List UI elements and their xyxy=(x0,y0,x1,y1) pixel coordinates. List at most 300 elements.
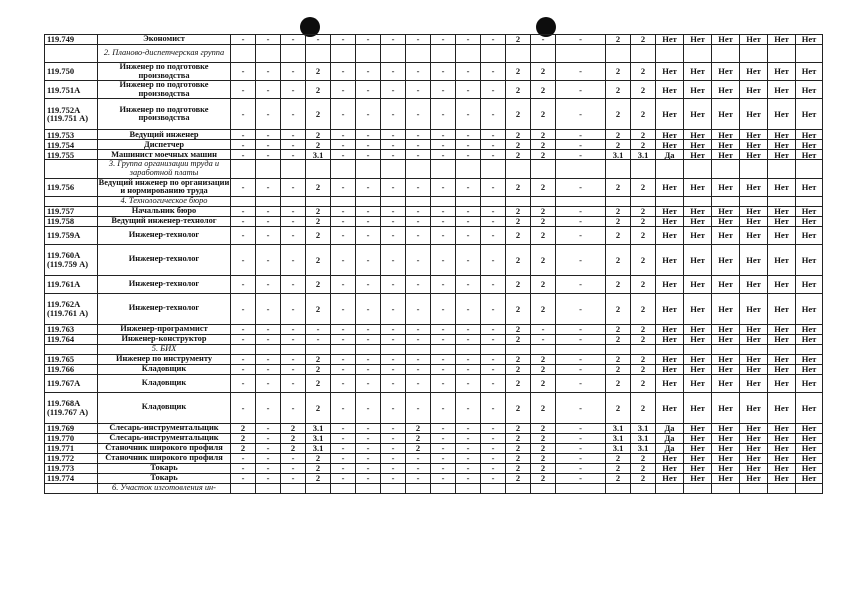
factor-value-cell: Нет xyxy=(656,140,684,150)
factor-value-cell: Нет xyxy=(656,81,684,99)
factor-value-cell: - xyxy=(331,206,356,216)
factor-value-cell: - xyxy=(406,324,431,334)
section-title-cell: 4. Технологическое бюро xyxy=(98,196,231,206)
workplace-code-cell: 119.751А xyxy=(45,81,98,99)
section-title-cell: 3. Группа организации труда и заработной платы xyxy=(98,160,231,178)
factor-value-cell: - xyxy=(281,130,306,140)
factor-value-cell: - xyxy=(231,178,256,196)
factor-value-cell xyxy=(456,483,481,493)
factor-value-cell: - xyxy=(381,293,406,324)
factor-value-cell xyxy=(281,483,306,493)
factor-value-cell: 2 xyxy=(531,81,556,99)
factor-value-cell: - xyxy=(331,275,356,293)
table-row xyxy=(45,293,823,324)
factor-value-cell: 2 xyxy=(506,392,531,423)
factor-value-cell: 2 xyxy=(506,443,531,453)
table-row xyxy=(45,324,823,334)
factor-value-cell: 2 xyxy=(606,99,631,130)
factor-value-cell: 2 xyxy=(281,423,306,433)
factor-value-cell: Да xyxy=(656,423,684,433)
factor-value-cell: 2 xyxy=(606,354,631,364)
factor-value-cell: - xyxy=(331,178,356,196)
factor-value-cell: - xyxy=(556,63,606,81)
factor-value-cell xyxy=(606,196,631,206)
factor-value-cell: - xyxy=(356,324,381,334)
factor-value-cell: 2 xyxy=(606,364,631,374)
factor-value-cell: 2 xyxy=(306,364,331,374)
factor-value-cell: 2 xyxy=(306,140,331,150)
factor-value-cell: - xyxy=(256,206,281,216)
factor-value-cell: Нет xyxy=(656,293,684,324)
factor-value-cell: - xyxy=(481,150,506,160)
factor-value-cell: Нет xyxy=(712,473,740,483)
factor-value-cell: Нет xyxy=(796,364,823,374)
factor-value-cell: Нет xyxy=(768,324,796,334)
factor-value-cell xyxy=(231,45,256,63)
factor-value-cell: - xyxy=(381,99,406,130)
section-row xyxy=(45,160,823,178)
table-row xyxy=(45,81,823,99)
factor-value-cell: 2 xyxy=(606,63,631,81)
factor-value-cell: 3.1 xyxy=(306,443,331,453)
factor-value-cell: - xyxy=(356,293,381,324)
factor-value-cell: - xyxy=(406,374,431,392)
factor-value-cell: - xyxy=(256,150,281,160)
factor-value-cell xyxy=(506,196,531,206)
factor-value-cell: - xyxy=(331,473,356,483)
factor-value-cell xyxy=(331,344,356,354)
factor-value-cell: - xyxy=(431,433,456,443)
factor-value-cell xyxy=(381,344,406,354)
factor-value-cell xyxy=(740,196,768,206)
factor-value-cell: - xyxy=(406,206,431,216)
factor-value-cell: Нет xyxy=(740,178,768,196)
factor-value-cell: Нет xyxy=(740,324,768,334)
factor-value-cell: 2 xyxy=(281,443,306,453)
workplace-code-cell: 119.752А (119.751 А) xyxy=(45,99,98,130)
factor-value-cell: 2 xyxy=(606,130,631,140)
factor-value-cell: 2 xyxy=(231,423,256,433)
factor-value-cell: Нет xyxy=(712,433,740,443)
factor-value-cell: - xyxy=(281,293,306,324)
factor-value-cell: - xyxy=(431,463,456,473)
factor-value-cell: - xyxy=(356,99,381,130)
factor-value-cell: 2 xyxy=(531,140,556,150)
factor-value-cell: - xyxy=(331,216,356,226)
factor-value-cell xyxy=(306,160,331,178)
factor-value-cell xyxy=(281,160,306,178)
factor-value-cell: 3.1 xyxy=(606,150,631,160)
factor-value-cell: - xyxy=(356,433,381,443)
factor-value-cell xyxy=(712,160,740,178)
factor-value-cell: 2 xyxy=(506,178,531,196)
factor-value-cell xyxy=(606,160,631,178)
factor-value-cell: Нет xyxy=(796,324,823,334)
factor-value-cell xyxy=(684,45,712,63)
factor-value-cell: - xyxy=(256,423,281,433)
table-row xyxy=(45,392,823,423)
factor-value-cell: - xyxy=(281,35,306,45)
factor-value-cell: - xyxy=(356,354,381,364)
factor-value-cell: - xyxy=(331,463,356,473)
position-name-cell: Машинист моечных машин xyxy=(98,150,231,160)
factor-value-cell: 2 xyxy=(531,463,556,473)
table-row xyxy=(45,99,823,130)
position-name-cell: Инженер по подготовке производства xyxy=(98,99,231,130)
factor-value-cell: 2 xyxy=(631,35,656,45)
factor-value-cell: - xyxy=(256,275,281,293)
factor-value-cell: - xyxy=(431,140,456,150)
workplace-code-cell: 119.763 xyxy=(45,324,98,334)
factor-value-cell: 2 xyxy=(531,63,556,81)
factor-value-cell xyxy=(656,196,684,206)
factor-value-cell: Нет xyxy=(740,275,768,293)
factor-value-cell: Нет xyxy=(796,293,823,324)
factor-value-cell: - xyxy=(456,244,481,275)
factor-value-cell xyxy=(231,483,256,493)
workplace-code-cell: 119.768А (119.767 А) xyxy=(45,392,98,423)
factor-value-cell: Нет xyxy=(656,99,684,130)
factor-value-cell: - xyxy=(406,392,431,423)
workplace-code-cell: 119.767А xyxy=(45,374,98,392)
factor-value-cell: Нет xyxy=(768,433,796,443)
factor-value-cell: - xyxy=(431,293,456,324)
workplace-code-cell xyxy=(45,160,98,178)
factor-value-cell: - xyxy=(456,35,481,45)
factor-value-cell xyxy=(281,344,306,354)
factor-value-cell: - xyxy=(256,374,281,392)
factor-value-cell xyxy=(356,344,381,354)
factor-value-cell: - xyxy=(356,463,381,473)
factor-value-cell: - xyxy=(381,206,406,216)
factor-value-cell xyxy=(256,483,281,493)
workplace-code-cell: 119.765 xyxy=(45,354,98,364)
factor-value-cell: - xyxy=(481,226,506,244)
factor-value-cell xyxy=(606,45,631,63)
factor-value-cell: - xyxy=(381,244,406,275)
factor-value-cell: - xyxy=(256,244,281,275)
factor-value-cell: Нет xyxy=(684,226,712,244)
factor-value-cell: Нет xyxy=(796,443,823,453)
position-name-cell: Токарь xyxy=(98,473,231,483)
factor-value-cell: Нет xyxy=(768,99,796,130)
factor-value-cell: Нет xyxy=(740,244,768,275)
factor-value-cell xyxy=(256,196,281,206)
factor-value-cell: Нет xyxy=(712,140,740,150)
factor-value-cell: Нет xyxy=(712,63,740,81)
factor-value-cell: - xyxy=(406,150,431,160)
factor-value-cell: - xyxy=(256,433,281,443)
factor-value-cell: - xyxy=(256,463,281,473)
factor-value-cell: Нет xyxy=(740,150,768,160)
factor-value-cell: 2 xyxy=(306,453,331,463)
factor-value-cell: Нет xyxy=(768,423,796,433)
factor-value-cell: - xyxy=(431,130,456,140)
section-title-cell: 5. БИХ xyxy=(98,344,231,354)
factor-value-cell xyxy=(256,344,281,354)
factor-value-cell: - xyxy=(256,324,281,334)
factor-value-cell: - xyxy=(331,423,356,433)
factor-value-cell xyxy=(356,160,381,178)
factor-value-cell: Нет xyxy=(768,140,796,150)
factor-value-cell: - xyxy=(256,364,281,374)
factor-value-cell: Нет xyxy=(740,392,768,423)
factor-value-cell xyxy=(481,196,506,206)
factor-value-cell xyxy=(768,160,796,178)
factor-value-cell: - xyxy=(481,324,506,334)
factor-value-cell: - xyxy=(431,334,456,344)
factor-value-cell: Нет xyxy=(740,374,768,392)
factor-value-cell: 2 xyxy=(606,81,631,99)
factor-value-cell: - xyxy=(356,206,381,216)
factor-value-cell: - xyxy=(406,463,431,473)
table-row xyxy=(45,244,823,275)
factor-value-cell: 3.1 xyxy=(631,443,656,453)
factor-value-cell: 2 xyxy=(606,216,631,226)
factor-value-cell: 2 xyxy=(531,374,556,392)
factor-value-cell: - xyxy=(256,63,281,81)
factor-value-cell: 2 xyxy=(631,453,656,463)
factor-value-cell: - xyxy=(431,206,456,216)
factor-value-cell: - xyxy=(231,473,256,483)
factor-value-cell: 2 xyxy=(506,374,531,392)
factor-value-cell: - xyxy=(431,275,456,293)
factor-value-cell xyxy=(381,160,406,178)
workplace-code-cell: 119.756 xyxy=(45,178,98,196)
factor-value-cell: Нет xyxy=(796,463,823,473)
factor-value-cell: - xyxy=(231,392,256,423)
factor-value-cell: - xyxy=(281,244,306,275)
factor-value-cell: Нет xyxy=(684,324,712,334)
table-row xyxy=(45,334,823,344)
factor-value-cell: - xyxy=(256,392,281,423)
factor-value-cell: - xyxy=(381,275,406,293)
factor-value-cell: - xyxy=(406,140,431,150)
factor-value-cell: - xyxy=(431,35,456,45)
factor-value-cell: - xyxy=(531,35,556,45)
factor-value-cell: Нет xyxy=(740,423,768,433)
position-name-cell: Станочник широкого профиля xyxy=(98,453,231,463)
factor-value-cell: 2 xyxy=(631,206,656,216)
position-name-cell: Ведущий инженер xyxy=(98,130,231,140)
factor-value-cell: 2 xyxy=(631,324,656,334)
factor-value-cell: Нет xyxy=(740,81,768,99)
factor-value-cell: Нет xyxy=(712,226,740,244)
factor-value-cell: 2 xyxy=(306,392,331,423)
factor-value-cell: 2 xyxy=(531,354,556,364)
factor-value-cell: - xyxy=(556,443,606,453)
factor-value-cell: Да xyxy=(656,433,684,443)
factor-value-cell: 2 xyxy=(506,433,531,443)
factor-value-cell xyxy=(306,344,331,354)
factor-value-cell: - xyxy=(456,275,481,293)
factor-value-cell: - xyxy=(331,63,356,81)
factor-value-cell: - xyxy=(331,293,356,324)
factor-value-cell: Нет xyxy=(768,463,796,473)
factor-value-cell: Нет xyxy=(684,423,712,433)
position-name-cell: Станочник широкого профиля xyxy=(98,443,231,453)
factor-value-cell: - xyxy=(481,443,506,453)
factor-value-cell xyxy=(740,483,768,493)
factor-value-cell: 2 xyxy=(531,473,556,483)
factor-value-cell: Нет xyxy=(712,334,740,344)
factor-value-cell: - xyxy=(231,226,256,244)
factor-value-cell: Нет xyxy=(740,216,768,226)
factor-value-cell: 2 xyxy=(506,140,531,150)
factor-value-cell: - xyxy=(381,178,406,196)
factor-value-cell: Нет xyxy=(712,423,740,433)
factor-value-cell: Нет xyxy=(796,453,823,463)
position-name-cell: Слесарь-инструментальщик xyxy=(98,433,231,443)
factor-value-cell: - xyxy=(431,81,456,99)
factor-value-cell: Нет xyxy=(684,140,712,150)
factor-value-cell: 2 xyxy=(606,473,631,483)
factor-value-cell: - xyxy=(381,473,406,483)
factor-value-cell: - xyxy=(381,63,406,81)
factor-value-cell: - xyxy=(431,226,456,244)
factor-value-cell: Нет xyxy=(712,81,740,99)
factor-value-cell: 3.1 xyxy=(606,433,631,443)
factor-value-cell: Нет xyxy=(656,130,684,140)
factor-value-cell: 2 xyxy=(506,334,531,344)
factor-value-cell xyxy=(740,45,768,63)
factor-value-cell xyxy=(506,45,531,63)
factor-value-cell: 2 xyxy=(606,392,631,423)
factor-value-cell xyxy=(796,196,823,206)
workplace-code-cell: 119.749 xyxy=(45,35,98,45)
factor-value-cell: - xyxy=(331,35,356,45)
factor-value-cell: - xyxy=(456,392,481,423)
factor-value-cell: 2 xyxy=(631,99,656,130)
factor-value-cell: 2 xyxy=(531,178,556,196)
factor-value-cell xyxy=(631,160,656,178)
factor-value-cell: 2 xyxy=(306,463,331,473)
workplace-code-cell: 119.757 xyxy=(45,206,98,216)
position-name-cell: Инженер-технолог xyxy=(98,226,231,244)
workplace-code-cell: 119.773 xyxy=(45,463,98,473)
factor-value-cell: 2 xyxy=(606,35,631,45)
factor-value-cell: Нет xyxy=(768,244,796,275)
factor-value-cell: - xyxy=(456,99,481,130)
factor-value-cell xyxy=(356,196,381,206)
factor-value-cell xyxy=(712,483,740,493)
factor-value-cell: Нет xyxy=(740,453,768,463)
factor-value-cell: 2 xyxy=(531,130,556,140)
factor-value-cell: - xyxy=(481,81,506,99)
factor-value-cell: Нет xyxy=(712,453,740,463)
factor-value-cell: Нет xyxy=(712,324,740,334)
factor-value-cell: - xyxy=(456,364,481,374)
factor-value-cell: Нет xyxy=(684,275,712,293)
factor-value-cell: Нет xyxy=(712,354,740,364)
factor-value-cell: 2 xyxy=(631,275,656,293)
factor-value-cell: - xyxy=(231,354,256,364)
factor-value-cell: - xyxy=(431,443,456,453)
factor-value-cell xyxy=(606,483,631,493)
factor-value-cell: Нет xyxy=(768,392,796,423)
factor-value-cell: 2 xyxy=(506,463,531,473)
factor-value-cell: Нет xyxy=(656,216,684,226)
factor-value-cell: Нет xyxy=(768,354,796,364)
factor-value-cell: 2 xyxy=(506,473,531,483)
factor-value-cell xyxy=(281,196,306,206)
factor-value-cell: - xyxy=(556,216,606,226)
factor-value-cell: 2 xyxy=(306,178,331,196)
factor-value-cell: - xyxy=(556,433,606,443)
factor-value-cell: Нет xyxy=(684,364,712,374)
factor-value-cell: - xyxy=(556,226,606,244)
factor-value-cell: Нет xyxy=(684,433,712,443)
factor-value-cell: Нет xyxy=(684,35,712,45)
factor-value-cell: Нет xyxy=(740,140,768,150)
factor-value-cell: Нет xyxy=(656,63,684,81)
factor-value-cell: - xyxy=(431,244,456,275)
factor-value-cell: - xyxy=(456,374,481,392)
factor-value-cell xyxy=(506,160,531,178)
factor-value-cell: Нет xyxy=(796,63,823,81)
factor-value-cell: - xyxy=(331,81,356,99)
factor-value-cell: - xyxy=(556,140,606,150)
factor-value-cell: Нет xyxy=(656,226,684,244)
factor-value-cell: 2 xyxy=(306,206,331,216)
factor-value-cell: 2 xyxy=(531,244,556,275)
factor-value-cell: - xyxy=(556,99,606,130)
factor-value-cell: Нет xyxy=(712,244,740,275)
factor-value-cell xyxy=(306,483,331,493)
factor-value-cell: Нет xyxy=(740,99,768,130)
factor-value-cell: - xyxy=(431,473,456,483)
factor-value-cell xyxy=(481,344,506,354)
factor-value-cell: - xyxy=(381,81,406,99)
factor-value-cell xyxy=(431,483,456,493)
factor-value-cell: - xyxy=(256,443,281,453)
factor-value-cell: - xyxy=(456,206,481,216)
factor-value-cell: Нет xyxy=(740,226,768,244)
factor-value-cell: 2 xyxy=(506,63,531,81)
factor-value-cell: Нет xyxy=(656,275,684,293)
factor-value-cell: - xyxy=(331,334,356,344)
factor-value-cell: - xyxy=(331,140,356,150)
factor-value-cell: - xyxy=(531,324,556,334)
factor-value-cell xyxy=(431,160,456,178)
factor-value-cell xyxy=(768,483,796,493)
factor-value-cell: 2 xyxy=(506,99,531,130)
factor-value-cell: - xyxy=(381,130,406,140)
factor-value-cell: 2 xyxy=(306,226,331,244)
factor-value-cell: 2 xyxy=(606,178,631,196)
factor-value-cell: - xyxy=(406,334,431,344)
factor-value-cell: Нет xyxy=(656,354,684,364)
factor-value-cell: 2 xyxy=(231,433,256,443)
workplace-assessment-table xyxy=(44,34,823,494)
factor-value-cell xyxy=(431,344,456,354)
position-name-cell: Инженер по подготовке производства xyxy=(98,81,231,99)
factor-value-cell: 2 xyxy=(631,374,656,392)
factor-value-cell: 2 xyxy=(531,443,556,453)
position-name-cell: Инженер-технолог xyxy=(98,275,231,293)
factor-value-cell: - xyxy=(281,364,306,374)
factor-value-cell: - xyxy=(381,433,406,443)
factor-value-cell: - xyxy=(356,150,381,160)
factor-value-cell: Нет xyxy=(768,63,796,81)
factor-value-cell: - xyxy=(231,63,256,81)
factor-value-cell xyxy=(331,45,356,63)
position-name-cell: Токарь xyxy=(98,463,231,473)
factor-value-cell: - xyxy=(481,140,506,150)
factor-value-cell: - xyxy=(556,334,606,344)
factor-value-cell: - xyxy=(431,324,456,334)
factor-value-cell: Нет xyxy=(768,206,796,216)
